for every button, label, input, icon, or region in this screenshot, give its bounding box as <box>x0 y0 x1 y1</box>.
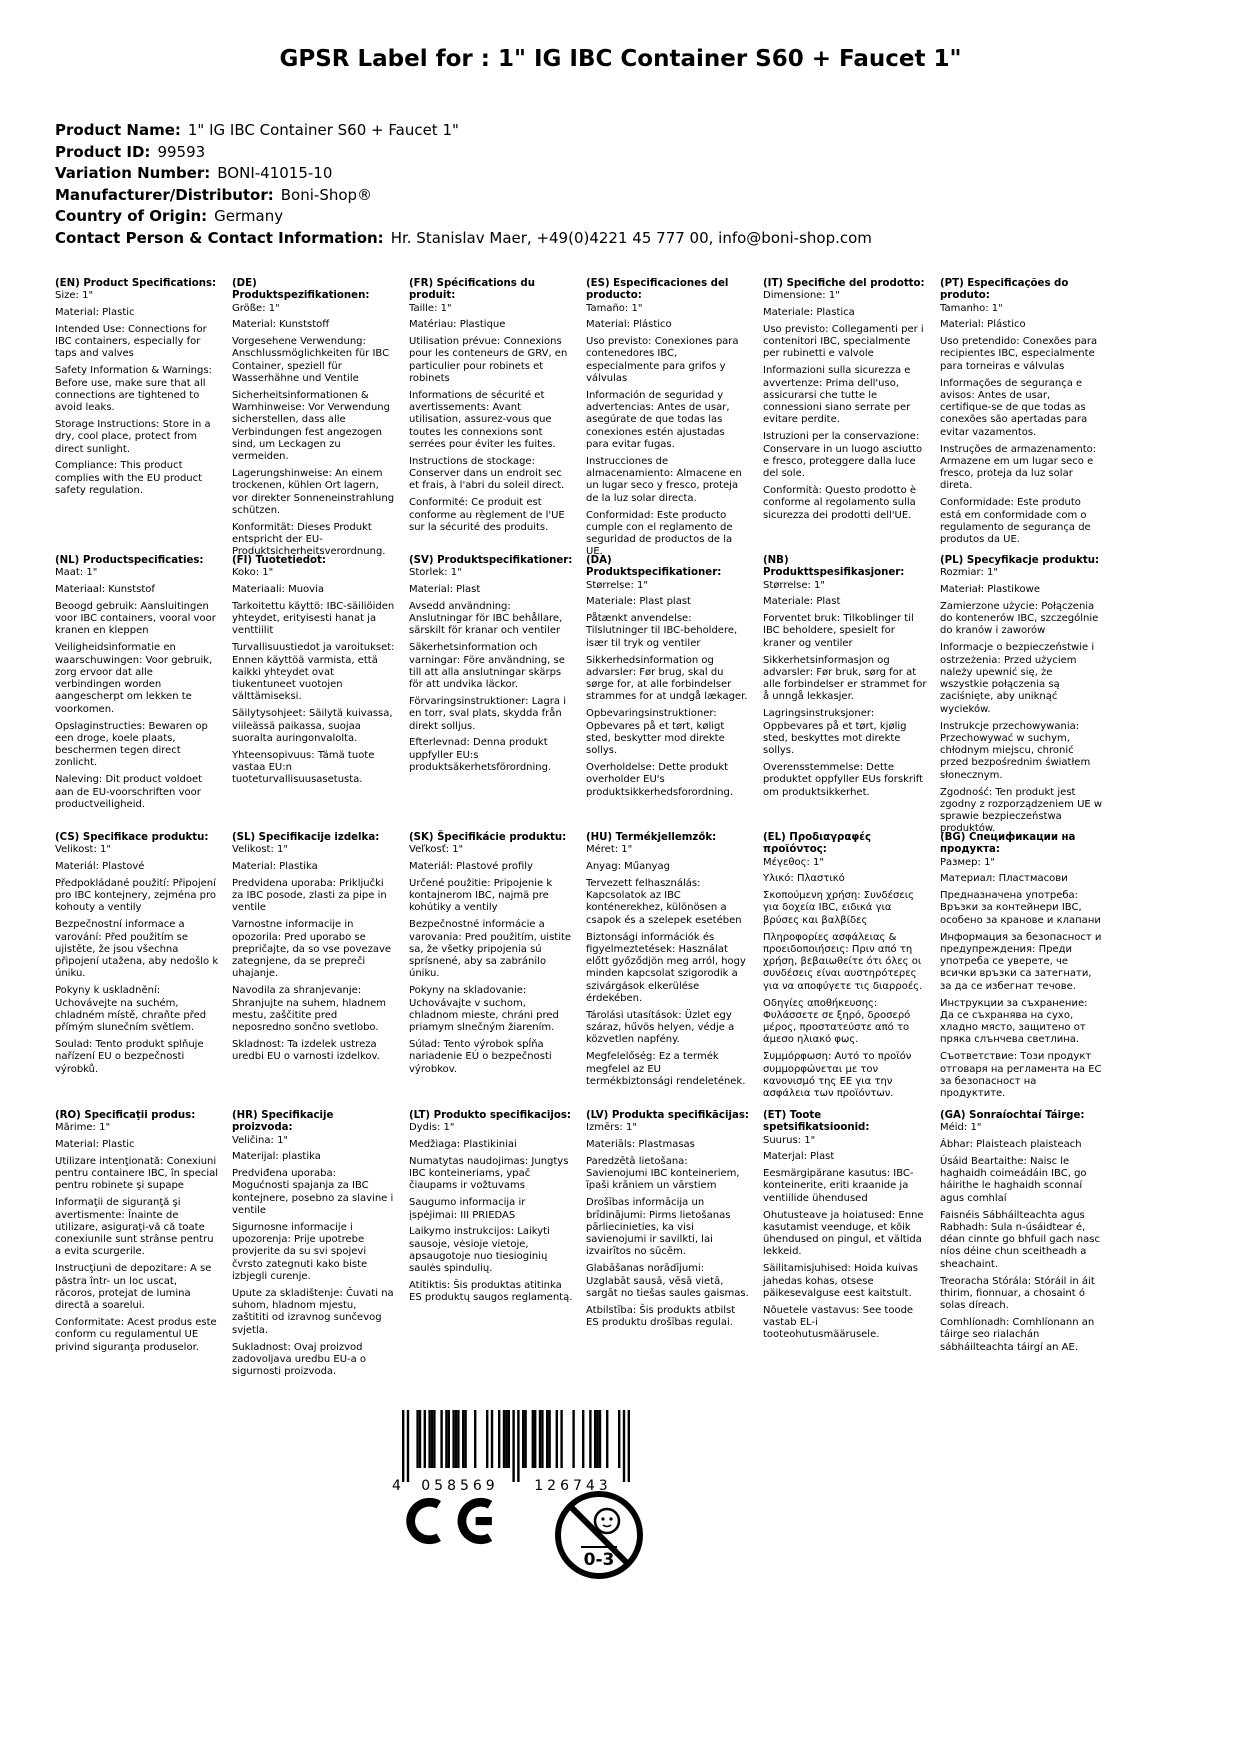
spec-heading-cs: (CS) Specifikace produktu: <box>55 832 209 843</box>
spec-paragraph: Istruzioni per la conservazione: Conservare in un luogo asciutto e fresco, proteggere dalla luce del sole. <box>763 431 923 480</box>
product-info-row <box>55 228 872 250</box>
spec-block-ga <box>940 1110 1104 1378</box>
spec-paragraph: Μέγεθος: 1" <box>763 856 824 868</box>
spec-heading-lv: (LV) Produkta specifikācijas: <box>586 1110 749 1121</box>
spec-paragraph: Instructions de stockage: Conserver dans un endroit sec et frais, à l'abri du soleil direct. <box>409 455 565 492</box>
spec-paragraph: Storage Instructions: Store in a dry, cool place, protect from direct sunlight. <box>55 418 211 455</box>
spec-paragraph: Navodila za shranjevanje: Shranjujte na suhem, hladnem mestu, zaščitite pred neposredno sončno svetlobo. <box>232 985 387 1034</box>
spec-paragraph: Materiál: Plastové profily <box>409 861 533 873</box>
spec-paragraph: Opslaginstructies: Bewaren op een droge, koele plaats, beschermen tegen direct zonlicht. <box>55 720 208 769</box>
spec-paragraph: Materiál: Plastové <box>55 861 145 873</box>
spec-paragraph: Säilitamisjuhised: Hoida kuivas jahedas kohas, otsese päikesevalguse eest kaitstult. <box>763 1263 919 1299</box>
spec-paragraph: Veľkosť: 1" <box>409 844 464 856</box>
spec-paragraph: Turvallisuustiedot ja varoitukset: Ennen käyttöä varmista, että kaikki yhteydet ovat tiukentuneet vuotojen välttämiseksi. <box>232 642 395 703</box>
spec-heading-bg: (BG) Спецификации на продукта: <box>940 832 1076 856</box>
spec-paragraph: Comhlíonadh: Comhlíonann an táirge seo rialachán sábháilteachta táirgí an AE. <box>940 1316 1095 1353</box>
spec-heading-lt: (LT) Produkto specifikacijos: <box>409 1110 571 1121</box>
spec-block-et <box>763 1110 927 1378</box>
spec-block-fi <box>232 555 396 832</box>
page-title: GPSR Label for : 1" IG IBC Container S60 + Faucet 1" <box>279 46 962 72</box>
spec-paragraph: Materiaali: Muovia <box>232 584 324 596</box>
spec-heading-sl: (SL) Specifikacije izdelka: <box>232 832 380 843</box>
spec-paragraph: Utilizare intenţionată: Conexiuni pentru containere IBC, în special pentru robinete şi supape <box>55 1155 219 1192</box>
spec-paragraph: Nõuetele vastavus: See toode vastab EL-i tooteohutusmäärusele. <box>763 1304 914 1341</box>
spec-paragraph: Instrucţiuni de depozitare: A se păstra într- un loc uscat, răcoros, protejat de lumina directă a soarelui. <box>55 1263 212 1312</box>
spec-paragraph: Medžiaga: Plastikiniai <box>409 1139 517 1151</box>
spec-paragraph: Materiale: Plast <box>763 596 841 608</box>
spec-heading-ga: (GA) Sonraíochtaí Táirge: <box>940 1110 1085 1121</box>
spec-paragraph: Uso previsto: Conexiones para contenedores IBC, especialmente para grifos y válvulas <box>586 336 739 385</box>
spec-block-hr <box>232 1110 396 1378</box>
product-info-value: 1" IG IBC Container S60 + Faucet 1" <box>187 121 459 139</box>
spec-heading-el: (EL) Προδιαγραφές προϊόντος: <box>763 832 872 856</box>
product-info-row <box>55 120 872 142</box>
spec-heading-it: (IT) Specifiche del prodotto: <box>763 278 925 289</box>
spec-heading-hr: (HR) Specifikacije proizvoda: <box>232 1110 334 1134</box>
spec-grid <box>55 278 1104 1378</box>
spec-paragraph: Súlad: Tento výrobok spĺňa nariadenie EÚ o bezpečnosti výrobkov. <box>409 1038 552 1075</box>
spec-block-en <box>55 278 219 555</box>
spec-paragraph: Sicherheitsinformationen & Warnhinweise: Vor Verwendung sicherstellen, dass alle Verbindungen fest angezogen sind, um Leckagen zu vermeiden. <box>232 389 390 463</box>
spec-heading-et: (ET) Toote spetsifikatsioonid: <box>763 1110 870 1134</box>
barcode-bars-icon <box>392 1410 642 1494</box>
spec-paragraph: Υλικό: Πλαστικό <box>763 873 845 885</box>
spec-block-lt <box>409 1110 573 1378</box>
spec-paragraph: Información de seguridad y advertencias: Antes de usar, asegúrate de que todas las conexiones estén ajustadas para evitar fugas. <box>586 389 730 451</box>
spec-paragraph: Matériau: Plastique <box>409 319 506 331</box>
spec-paragraph: Σκοπούμενη χρήση: Συνδέσεις για δοχεία IBC, ειδικά για βρύσες και βαλβίδες <box>763 890 915 926</box>
product-info-value: Boni-Shop® <box>280 185 373 204</box>
spec-block-el <box>763 832 927 1110</box>
spec-paragraph: Størrelse: 1" <box>586 579 649 591</box>
spec-paragraph: Conformità: Questo prodotto è conforme al regolamento sulla sicurezza dei prodotti dell'UE. <box>763 484 917 521</box>
spec-paragraph: Zgodność: Ten produkt jest zgodny z rozporządzeniem UE w sprawie bezpieczeństwa produktów. <box>940 786 1103 835</box>
age-warning-label: 0-3 <box>583 1550 615 1570</box>
spec-paragraph: Säilytysohjeet: Säilytä kuivassa, viileässä paikassa, suojaa suoralta auringonvalolta. <box>232 708 393 744</box>
product-info-label: Variation Number: <box>55 164 211 182</box>
spec-paragraph: Méid: 1" <box>940 1122 982 1134</box>
spec-paragraph: Tarkoitettu käyttö: IBC-säiliöiden yhteydet, erityisesti hanat ja venttiilit <box>232 600 395 637</box>
spec-paragraph: Conformidad: Este producto cumple con el reglamento de seguridad de productos de la UE. <box>586 509 733 558</box>
spec-paragraph: Compliance: This product complies with the EU product safety regulation. <box>55 460 203 496</box>
spec-paragraph: Velikost: 1" <box>55 844 111 856</box>
spec-paragraph: Συμμόρφωση: Αυτό το προϊόν συμμορφώνεται με τον κανονισμό της ΕΕ για την ασφάλεια των προϊόντων. <box>763 1051 912 1100</box>
spec-block-da <box>586 555 750 832</box>
spec-paragraph: Lagerungshinweise: An einem trockenen, kühlen Ort lagern, vor direkter Sonneneinstrahlung schützen. <box>232 468 395 517</box>
spec-paragraph: Faisnéis Sábháilteachta agus Rabhadh: Sula n-úsáidtear é, déan cinnte go bhfuil gach nasc níos déine chun sceitheadh a sheachaint. <box>940 1209 1100 1270</box>
spec-paragraph: Predvidena uporaba: Priključki za IBC posode, zlasti za pipe in ventile <box>232 877 387 914</box>
spec-paragraph: Safety Information & Warnings: Before use, make sure that all connections are tightened to avoid leaks. <box>55 365 212 414</box>
spec-paragraph: Ohutusteave ja hoiatused: Enne kasutamist veenduge, et kõik ühendused on pingul, et vältida lekkeid. <box>763 1209 924 1258</box>
spec-block-fr <box>409 278 573 555</box>
spec-paragraph: Saugumo informacija ir įspėjimai: III PRIEDAS <box>409 1197 526 1221</box>
spec-paragraph: Atbilstība: Šis produkts atbilst ES produktu drošības regulai. <box>586 1304 736 1328</box>
spec-paragraph: Opbevaringsinstruktioner: Opbevares på et tørt, køligt sted, beskytter mod direkte sollys. <box>586 708 725 757</box>
spec-paragraph: Konformität: Dieses Produkt entspricht der EU-Produktsicherheitsverordnung. <box>232 521 386 558</box>
spec-paragraph: Koko: 1" <box>232 567 274 579</box>
spec-paragraph: Conformité: Ce produit est conforme au règlement de l'UE sur la sécurité des produits. <box>409 497 565 533</box>
spec-paragraph: Rozmiar: 1" <box>940 567 998 579</box>
spec-paragraph: Tárolási utasítások: Üzlet egy száraz, hűvös helyen, védje a közvetlen napfény. <box>586 1009 735 1046</box>
ean-barcode <box>392 1410 642 1498</box>
spec-paragraph: Materiał: Plastikowe <box>940 584 1040 596</box>
spec-paragraph: Πληροφορίες ασφάλειας & προειδοποιήσεις: Πριν από τη χρήση, βεβαιωθείτε ότι όλες οι συνδέσεις είναι αυστηρότερες για να αποφύγετε τις διαρροές. <box>763 931 923 992</box>
spec-paragraph: Bezpečnostné informácie a varovania: Pred použitím, uistite sa, že všetky pripojenia sú sprísnené, aby sa zabránilo úniku. <box>409 919 572 980</box>
spec-block-cs <box>55 832 219 1110</box>
spec-block-sl <box>232 832 396 1110</box>
spec-heading-nb: (NB) Produkttspesifikasjoner: <box>763 555 905 579</box>
product-info-label: Contact Person & Contact Information: <box>55 228 384 247</box>
spec-paragraph: Určené použitie: Pripojenie k kontajnerom IBC, najmä pre kohútiky a ventily <box>409 877 553 914</box>
spec-paragraph: Beoogd gebruik: Aansluitingen voor IBC containers, vooral voor kranen en kleppen <box>55 600 216 637</box>
spec-paragraph: Intended Use: Connections for IBC containers, especially for taps and valves <box>55 323 207 360</box>
spec-paragraph: Veiligheidsinformatie en waarschuwingen: Voor gebruik, zorg ervoor dat alle verbindingen worden aangescherpt om lekken te voorkomen. <box>55 642 213 715</box>
product-info-value: Germany <box>214 207 284 225</box>
spec-paragraph: Material: Plástico <box>586 319 672 331</box>
spec-paragraph: Съответствие: Този продукт отговаря на регламента на ЕС за безопасност на продуктите. <box>940 1051 1102 1100</box>
spec-paragraph: Lagringsinstruksjoner: Oppbevares på et tørt, kjølig sted, beskyttes mot direkte sollys. <box>763 708 907 757</box>
spec-paragraph: Informações de segurança e avisos: Antes de usar, certifique-se de que todas as conexões são apertadas para evitar vazamentos. <box>940 377 1088 438</box>
spec-paragraph: Informations de sécurité et avertissements: Avant utilisation, assurez-vous que toutes les connexions sont serrées pour éviter les fuites. <box>409 389 556 451</box>
barcode-prefix-digit: 4 <box>392 1478 401 1494</box>
barcode-left-digits: 058569 <box>421 1478 499 1494</box>
spec-heading-ro: (RO) Specificaţii produs: <box>55 1110 196 1121</box>
product-info-label: Manufacturer/Distributor: <box>55 185 274 204</box>
spec-paragraph: Sikkerhetsinformasjon og advarsler: Før bruk, sørg for at alle forbindelser er strammet for å unngå lekkasjer. <box>763 654 927 703</box>
spec-paragraph: Veličina: 1" <box>232 1134 289 1146</box>
spec-paragraph: Sigurnosne informacije i upozorenja: Prije upotrebe provjerite da su svi spojevi čvrsto zategnuti kako biste izbjegli curenje. <box>232 1221 368 1283</box>
spec-paragraph: Biztonsági információk és figyelmeztetések: Használat előtt győződjön meg arról, hogy minden kapcsolat szigorodik a szivárgások elkerülése érdekében. <box>586 931 746 1005</box>
spec-paragraph: Soulad: Tento produkt splňuje nařízení EU o bezpečnosti výrobků. <box>55 1038 204 1075</box>
spec-paragraph: Taille: 1" <box>409 302 452 314</box>
spec-block-es <box>586 278 750 558</box>
spec-paragraph: Maat: 1" <box>55 567 98 579</box>
spec-paragraph: Ábhar: Plaisteach plaisteach <box>940 1139 1082 1151</box>
spec-heading-fr: (FR) Spécifications du produit: <box>409 278 535 302</box>
spec-paragraph: Naleving: Dit product voldoet aan de EU-voorschriften voor productveiligheid. <box>55 774 203 810</box>
spec-paragraph: Material: Kunststoff <box>232 319 330 331</box>
product-info-value: BONI-41015-10 <box>217 164 333 182</box>
spec-paragraph: Informaţii de siguranţă şi avertismente: Înainte de utilizare, asiguraţi-vă că toate conexiunile sunt strânse pentru a evita scurgerile. <box>55 1197 214 1258</box>
spec-paragraph: Pokyny na skladovanie: Uchovávajte v suchom, chladnom mieste, chráni pred priamym slnečným žiarením. <box>409 985 559 1034</box>
spec-paragraph: Megfelelőség: Ez a termék megfelel az EU termékbiztonsági rendeletének. <box>586 1051 746 1087</box>
product-info-row <box>55 185 872 207</box>
spec-paragraph: Materjal: Plast <box>763 1151 835 1163</box>
spec-paragraph: Material: Plastic <box>55 307 135 319</box>
spec-paragraph: Paredzētā lietošana: Savienojumi IBC konteineriem, īpaši krāniem un vārstiem <box>586 1155 740 1192</box>
spec-paragraph: Materiāls: Plastmasas <box>586 1139 695 1151</box>
spec-paragraph: Förvaringsinstruktioner: Lagra i en torr, sval plats, skydda från direkt solljus. <box>409 695 566 732</box>
spec-block-hu <box>586 832 750 1110</box>
spec-block-it <box>763 278 927 555</box>
spec-paragraph: Storlek: 1" <box>409 567 462 579</box>
spec-paragraph: Instrucciones de almacenamiento: Almacene en un lugar seco y fresco, proteja de la luz solar directa. <box>586 455 742 504</box>
spec-paragraph: Drošības informācija un brīdinājumi: Pirms lietošanas pārliecinieties, ka visi savienojumi ir savilkti, lai izvairītos no sūcēm. <box>586 1197 731 1258</box>
spec-paragraph: Οδηγίες αποθήκευσης: Φυλάσσετε σε ξηρό, δροσερό μέρος, προστατεύστε από το άμεσο ηλιακό φως. <box>763 997 911 1046</box>
ce-mark-icon <box>400 1496 500 1550</box>
product-info-row <box>55 163 872 185</box>
spec-paragraph: Predviđena uporaba: Mogućnosti spajanja za IBC kontejnere, posebno za slavine i ventile <box>232 1168 394 1217</box>
spec-heading-nl: (NL) Productspecificaties: <box>55 555 204 566</box>
spec-paragraph: Uso previsto: Collegamenti per i contenitori IBC, specialmente per rubinetti e valvole <box>763 323 924 360</box>
spec-paragraph: Uso pretendido: Conexões para recipientes IBC, especialmente para torneiras e válvulas <box>940 336 1098 372</box>
product-info-value: 99593 <box>157 142 206 161</box>
spec-paragraph: Størrelse: 1" <box>763 579 826 591</box>
spec-heading-pt: (PT) Especificações do produto: <box>940 278 1069 302</box>
spec-paragraph: Dydis: 1" <box>409 1122 455 1134</box>
spec-paragraph: Avsedd användning: Anslutningar för IBC behållare, särskilt för kranar och ventiler <box>409 600 563 637</box>
spec-paragraph: Dimensione: 1" <box>763 290 840 302</box>
spec-paragraph: Glabāšanas norādījumi: Uzglabāt sausā, vēsā vietā, sargāt no tiešas saules gaismas. <box>586 1263 749 1299</box>
spec-block-sk <box>409 832 573 1110</box>
spec-paragraph: Material: Plástico <box>940 319 1026 331</box>
spec-heading-fi: (FI) Tuotetiedot: <box>232 555 326 566</box>
age-warning-0-3-icon <box>551 1487 647 1587</box>
spec-heading-pl: (PL) Specyfikacje produktu: <box>940 555 1100 566</box>
spec-paragraph: Tamaño: 1" <box>586 302 643 314</box>
spec-paragraph: Größe: 1" <box>232 302 280 314</box>
spec-paragraph: Numatytas naudojimas: Jungtys IBC konteineriams, ypač čiaupams ir vožtuvams <box>409 1155 569 1192</box>
spec-heading-en: (EN) Product Specifications: <box>55 278 217 289</box>
spec-paragraph: Forventet bruk: Tilkoblinger til IBC beholdere, spesielt for kraner og ventiler <box>763 613 914 649</box>
spec-paragraph: Conformitate: Acest produs este conform cu regulamentul UE privind siguranţa produselor. <box>55 1316 217 1353</box>
spec-paragraph: Pokyny k uskladnění: Uchovávejte na suchém, chladném místě, chraňte před přímým slunečním světlem. <box>55 985 207 1034</box>
product-info-label: Product ID: <box>55 142 151 161</box>
spec-paragraph: Atitiktis: Šis produktas atitinka ES produktų saugos reglamentą. <box>409 1280 573 1304</box>
spec-paragraph: Tamanho: 1" <box>940 302 1003 314</box>
spec-paragraph: Anyag: Műanyag <box>586 861 670 873</box>
spec-paragraph: Instruções de armazenamento: Armazene em um lugar seco e fresco, proteja da luz solar direta. <box>940 443 1097 492</box>
spec-paragraph: Material: Plastic <box>55 1139 135 1151</box>
spec-paragraph: Informazioni sulla sicurezza e avvertenze: Prima dell'uso, assicurarsi che tutte le connessioni siano serrate per evitare perdite. <box>763 365 911 426</box>
spec-paragraph: Informacje o bezpieczeństwie i ostrzeżenia: Przed użyciem należy upewnić się, że wszystkie połączenia są zaciśnięte, aby uniknąć wycieków. <box>940 642 1095 715</box>
product-info <box>55 120 872 249</box>
product-info-row <box>55 142 872 164</box>
spec-paragraph: Материал: Пластмасови <box>940 873 1068 885</box>
spec-heading-da: (DA) Produktspecifikationer: <box>586 555 722 579</box>
spec-heading-sk: (SK) Špecifikácie produktu: <box>409 832 567 843</box>
spec-block-lv <box>586 1110 750 1378</box>
spec-paragraph: Efterlevnad: Denna produkt uppfyller EU:s produktsäkerhetsförordning. <box>409 737 552 773</box>
spec-paragraph: Skladnost: Ta izdelek ustreza uredbi EU o varnosti izdelkov. <box>232 1038 380 1063</box>
spec-heading-de: (DE) Produktspezifikationen: <box>232 278 370 302</box>
spec-paragraph: Bezpečnostní informace a varování: Před použitím se ujistěte, že jsou všechna připojení utažena, aby nedošlo k úniku. <box>55 919 219 980</box>
spec-paragraph: Méret: 1" <box>586 844 633 856</box>
spec-block-bg <box>940 832 1104 1110</box>
spec-block-nb <box>763 555 927 832</box>
spec-paragraph: Materiaal: Kunststof <box>55 584 155 596</box>
spec-paragraph: Sikkerhedsinformation og advarsler: Før brug, skal du sørge for, at alle forbindelser strammes for at undgå lækager. <box>586 654 748 703</box>
spec-paragraph: Yhteensopivuus: Tämä tuote vastaa EU:n tuoteturvallisuusasetusta. <box>232 749 375 786</box>
spec-paragraph: Material: Plast <box>409 584 481 596</box>
barcode-right-digits: 126743 <box>534 1478 612 1494</box>
spec-paragraph: Vorgesehene Verwendung: Anschlussmöglichkeiten für IBC Container, speziell für Wasserhähne und Ventile <box>232 336 390 385</box>
spec-paragraph: Conformidade: Este produto está em conformidade com o regulamento de segurança de produtos da UE. <box>940 497 1091 546</box>
spec-paragraph: Sukladnost: Ovaj proizvod zadovoljava uredbu EU-a o sigurnosti proizvoda. <box>232 1341 367 1378</box>
product-info-label: Product Name: <box>55 121 181 139</box>
spec-block-sv <box>409 555 573 832</box>
spec-paragraph: Izmērs: 1" <box>586 1122 637 1134</box>
spec-paragraph: Úsáid Beartaithe: Naisc le haghaidh coimeádáin IBC, go háirithe le haghaidh sconnaí agus comhlaí <box>940 1155 1087 1204</box>
spec-paragraph: Varnostne informacije in opozorila: Pred uporabo se prepričajte, da so vse povezave zategnjene, da se prepreči uhajanje. <box>232 919 392 980</box>
spec-heading-es: (ES) Especificaciones del producto: <box>586 278 729 302</box>
spec-paragraph: Materiale: Plastica <box>763 307 855 319</box>
spec-paragraph: Инструкции за съхранение: Да се съхранява на сухо, хладно място, защитено от пряка слънчева светлина. <box>940 997 1088 1046</box>
spec-paragraph: Suurus: 1" <box>763 1134 816 1146</box>
spec-block-de <box>232 278 396 558</box>
spec-paragraph: Eesmärgipärane kasutus: IBC-konteinerite, eriti kraanide ja ventiilide ühendused <box>763 1168 914 1204</box>
spec-paragraph: Размер: 1" <box>940 856 996 868</box>
spec-paragraph: Overholdelse: Dette produkt overholder EU's produktsikkerhedsforordning. <box>586 761 734 798</box>
spec-paragraph: Předpokládané použití: Připojení pro IBC kontejnery, zejména pro kohouty a ventily <box>55 877 217 914</box>
spec-paragraph: Materiale: Plast plast <box>586 596 691 608</box>
spec-paragraph: Size: 1" <box>55 290 94 302</box>
spec-paragraph: Предназначена употреба: Връзки за контейнери IBC, особено за кранове и клапани <box>940 890 1101 926</box>
spec-paragraph: Overensstemmelse: Dette produktet oppfyller EUs forskrift om produktsikkerhet. <box>763 761 924 798</box>
product-info-value: Hr. Stanislav Maer, +49(0)4221 45 777 00, info@boni-shop.com <box>390 228 872 247</box>
spec-paragraph: Säkerhetsinformation och varningar: Före användning, se till att alla anslutningar skärps för att undvika läckor. <box>409 642 565 691</box>
spec-paragraph: Mărime: 1" <box>55 1122 111 1134</box>
spec-block-ro <box>55 1110 219 1378</box>
spec-block-pt <box>940 278 1104 555</box>
spec-paragraph: Materijal: plastika <box>232 1151 321 1163</box>
spec-heading-sv: (SV) Produktspecifikationer: <box>409 555 573 566</box>
spec-paragraph: Velikost: 1" <box>232 844 288 856</box>
spec-paragraph: Utilisation prévue: Connexions pour les conteneurs de GRV, en particulier pour robinets et robinets <box>409 336 568 385</box>
spec-block-pl <box>940 555 1104 835</box>
spec-paragraph: Material: Plastika <box>232 861 318 873</box>
spec-paragraph: Zamierzone użycie: Połączenia do kontenerów IBC, szczególnie do kranów i zaworów <box>940 600 1099 637</box>
spec-paragraph: Treoracha Stórála: Stóráil in áit thirim, fionnuar, a chosaint ó solas díreach. <box>940 1275 1095 1312</box>
spec-heading-hu: (HU) Termékjellemzők: <box>586 832 717 843</box>
spec-paragraph: Påtænkt anvendelse: Tilslutninger til IBC-beholdere, især til tryk og ventiler <box>586 613 738 649</box>
spec-paragraph: Информация за безопасност и предупреждения: Преди употреба се уверете, че всички връзки са затегнати, за да се избегнат течове. <box>940 931 1102 992</box>
spec-paragraph: Instrukcje przechowywania: Przechowywać w suchym, chłodnym miejscu, chronić przed bezpośrednim światłem słonecznym. <box>940 720 1091 781</box>
spec-block-nl <box>55 555 219 832</box>
spec-paragraph: Laikymo instrukcijos: Laikyti sausoje, vėsioje vietoje, apsaugotoje nuo tiesioginių saulės spindulių. <box>409 1226 550 1275</box>
spec-paragraph: Upute za skladištenje: Čuvati na suhom, hladnom mjestu, zaštititi od izravnog sunčevog svjetla. <box>232 1287 394 1336</box>
spec-paragraph: Tervezett felhasználás: Kapcsolatok az IBC konténerekhez, különösen a csapok és a szelepek esetében <box>586 877 742 926</box>
product-info-label: Country of Origin: <box>55 207 208 225</box>
product-info-row <box>55 206 872 228</box>
